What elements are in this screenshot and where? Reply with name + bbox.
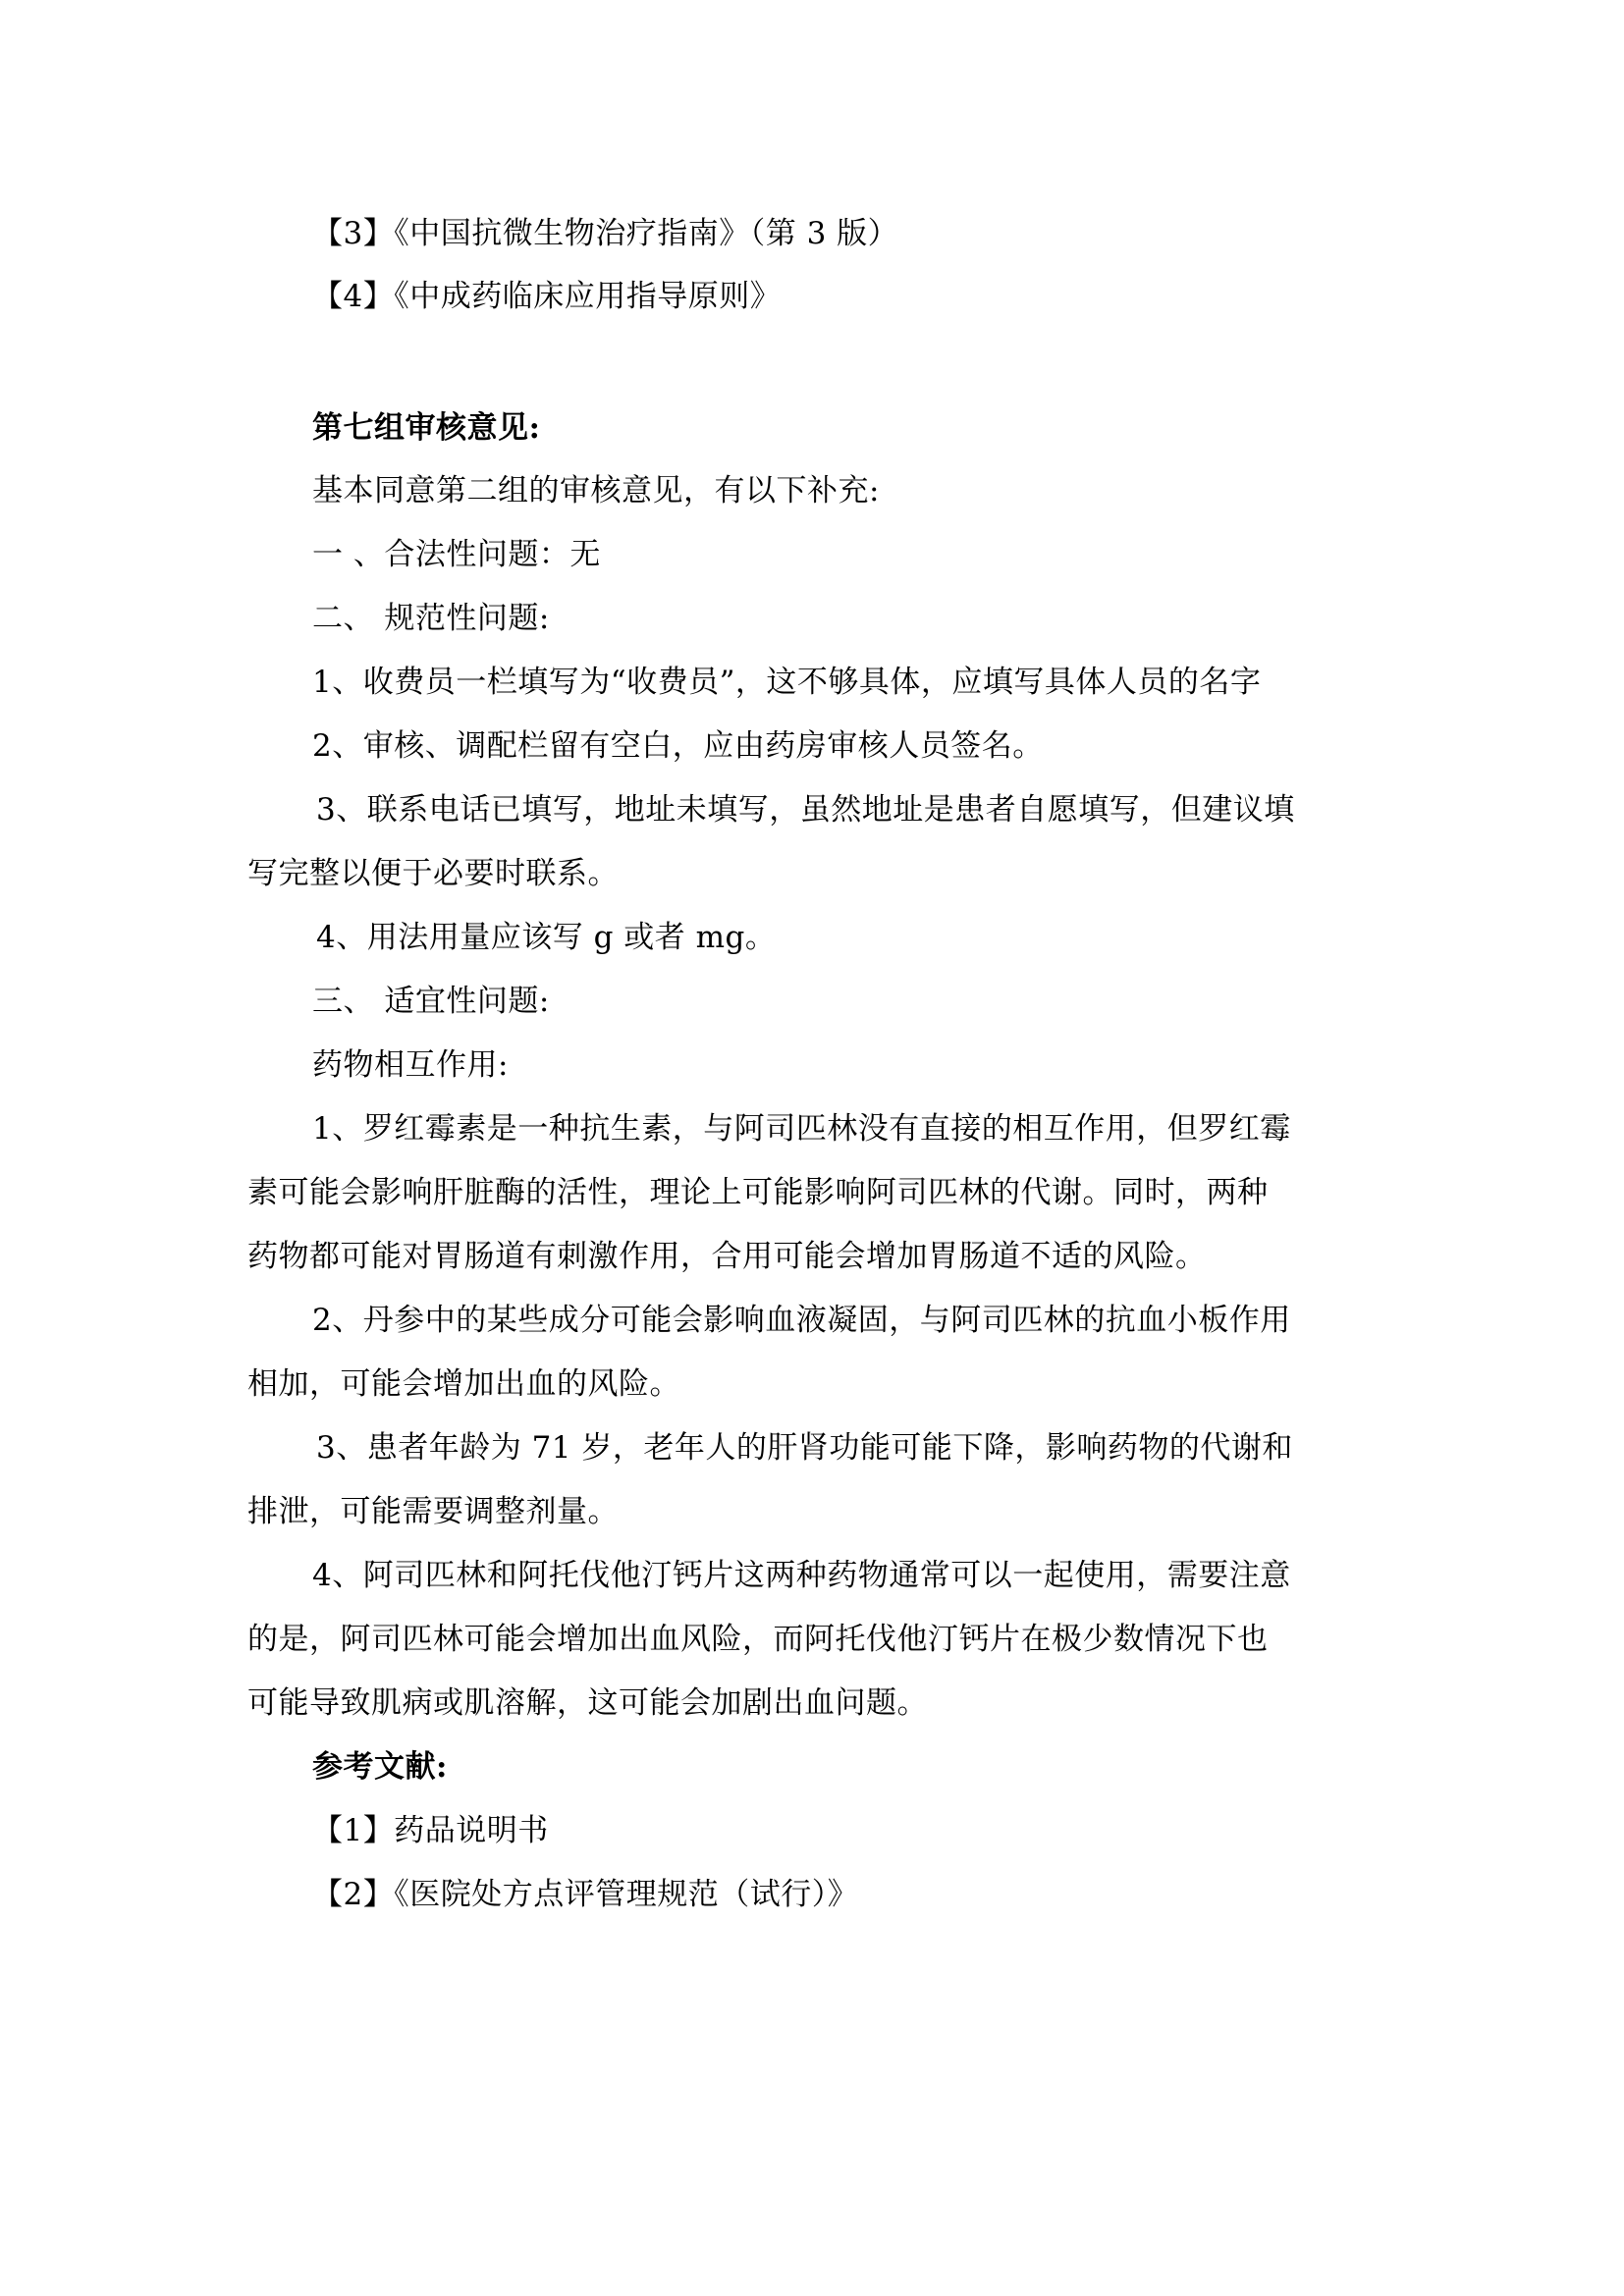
reference-item: 【3】《中国抗微生物治疗指南》（第 3 版） [312,216,899,251]
legality-heading: 一 、合法性问题：无 [312,537,601,572]
standard-item: 3、联系电话已填写，地址未填写，虽然地址是患者自愿填写，但建议填 [316,792,1295,828]
interaction-line: 可能导致肌病或肌溶解，这可能会加剧出血问题。 [247,1685,928,1721]
interaction-line: 3、患者年龄为 71 岁，老年人的肝肾功能可能下降，影响药物的代谢和 [316,1430,1293,1466]
interaction-line: 4、阿司匹林和阿托伐他汀钙片这两种药物通常可以一起使用，需要注意 [312,1558,1291,1593]
standard-item: 4、用法用量应该写 g 或者 mg。 [316,920,777,955]
interaction-line: 药物都可能对胃肠道有刺激作用，合用可能会增加胃肠道不适的风险。 [247,1239,1207,1274]
standard-item: 1、收费员一栏填写为“收费员”，这不够具体，应填写具体人员的名字 [312,665,1262,700]
interaction-heading: 药物相互作用: [312,1047,509,1083]
references-heading: 参考文献: [312,1749,448,1785]
interaction-line: 1、罗红霉素是一种抗生素，与阿司匹林没有直接的相互作用，但罗红霉 [312,1111,1291,1147]
interaction-line: 素可能会影响肝脏酶的活性，理论上可能影响阿司匹林的代谢。同时，两种 [247,1175,1269,1210]
standard-heading: 二、 规范性问题: [312,601,550,636]
interaction-line: 2、丹参中的某些成分可能会影响血液凝固，与阿司匹林的抗血小板作用 [312,1303,1291,1338]
section-title: 第七组审核意见: [312,410,541,446]
reference-item: 【1】药品说明书 [312,1813,549,1848]
standard-item-continued: 写完整以便于必要时联系。 [247,856,619,891]
reference-item: 【4】《中成药临床应用指导原则》 [312,279,782,314]
reference-item: 【2】《医院处方点评管理规范（试行）》 [312,1877,859,1912]
interaction-line: 相加，可能会增加出血的风险。 [247,1366,680,1402]
standard-item: 2、审核、调配栏留有空白，应由药房审核人员签名。 [312,728,1044,764]
interaction-line: 排泄，可能需要调整剂量。 [247,1494,619,1529]
suitability-heading: 三、 适宜性问题: [312,984,550,1019]
intro-text: 基本同意第二组的审核意见，有以下补充: [312,473,880,508]
interaction-line: 的是，阿司匹林可能会增加出血风险，而阿托伐他汀钙片在极少数情况下也 [247,1622,1269,1657]
